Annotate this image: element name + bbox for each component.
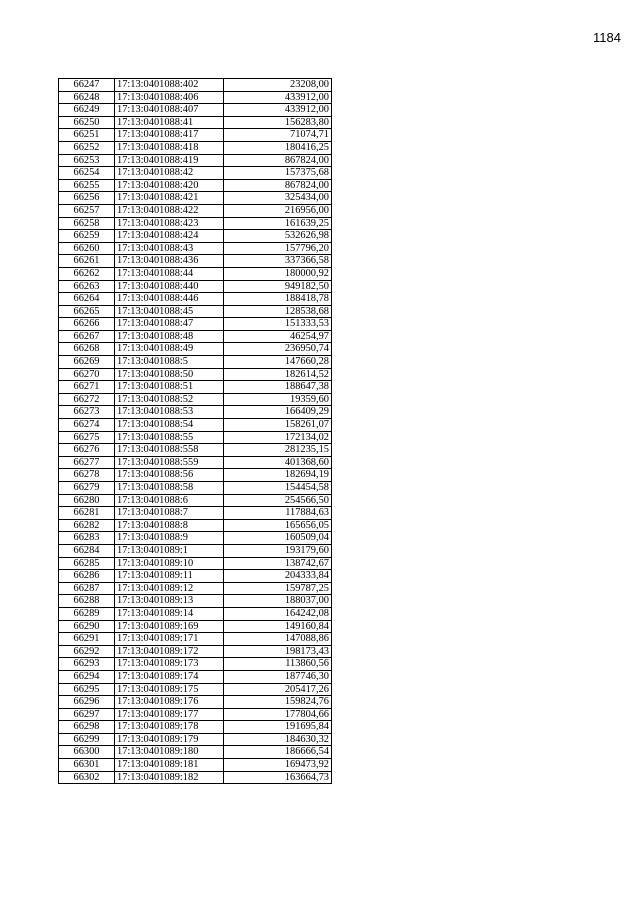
- cadastral-number-cell: 17:13:0401088:50: [115, 368, 224, 381]
- table-row: [59, 368, 332, 381]
- cadastral-number-cell: 17:13:0401089:174: [115, 670, 224, 683]
- row-number-cell: 66286: [59, 570, 115, 583]
- table-row: [59, 255, 332, 268]
- row-number-cell: 66301: [59, 759, 115, 772]
- table-row: [59, 356, 332, 369]
- cadastral-value-cell: 157375,68: [224, 167, 332, 180]
- row-number-cell: 66276: [59, 444, 115, 457]
- row-number-cell: 66259: [59, 230, 115, 243]
- cadastral-number-cell: 17:13:0401088:420: [115, 179, 224, 192]
- cadastral-value-cell: 205417,26: [224, 683, 332, 696]
- cadastral-number-cell: 17:13:0401089:182: [115, 771, 224, 784]
- cadastral-number-cell: 17:13:0401089:13: [115, 595, 224, 608]
- table-row: [59, 444, 332, 457]
- cadastral-value-cell: 186666,54: [224, 746, 332, 759]
- cadastral-number-cell: 17:13:0401088:446: [115, 293, 224, 306]
- row-number-cell: 66248: [59, 91, 115, 104]
- table-row: [59, 267, 332, 280]
- cadastral-value-cell: 188418,78: [224, 293, 332, 306]
- cadastral-value-cell: 149160,84: [224, 620, 332, 633]
- cadastral-number-cell: 17:13:0401088:440: [115, 280, 224, 293]
- row-number-cell: 66299: [59, 733, 115, 746]
- row-number-cell: 66287: [59, 582, 115, 595]
- row-number-cell: 66285: [59, 557, 115, 570]
- row-number-cell: 66270: [59, 368, 115, 381]
- table-row: [59, 343, 332, 356]
- row-number-cell: 66258: [59, 217, 115, 230]
- cadastral-value-cell: 169473,92: [224, 759, 332, 772]
- table-row: [59, 595, 332, 608]
- row-number-cell: 66269: [59, 356, 115, 369]
- cadastral-value-cell: 158261,07: [224, 419, 332, 432]
- row-number-cell: 66298: [59, 721, 115, 734]
- table-row: [59, 79, 332, 92]
- cadastral-number-cell: 17:13:0401088:5: [115, 356, 224, 369]
- row-number-cell: 66291: [59, 633, 115, 646]
- cadastral-value-cell: 236950,74: [224, 343, 332, 356]
- cadastral-number-cell: 17:13:0401088:9: [115, 532, 224, 545]
- table-row: [59, 494, 332, 507]
- cadastral-value-cell: 46254,97: [224, 330, 332, 343]
- cadastral-value-cell: 157796,20: [224, 242, 332, 255]
- cadastral-value-cell: 401368,60: [224, 456, 332, 469]
- cadastral-number-cell: 17:13:0401088:44: [115, 267, 224, 280]
- row-number-cell: 66288: [59, 595, 115, 608]
- table-row: [59, 167, 332, 180]
- cadastral-number-cell: 17:13:0401088:41: [115, 116, 224, 129]
- cadastral-value-cell: 216956,00: [224, 204, 332, 217]
- table-row: [59, 280, 332, 293]
- cadastral-value-cell: 163664,73: [224, 771, 332, 784]
- cadastral-value-cell: 281235,15: [224, 444, 332, 457]
- table-row: [59, 204, 332, 217]
- cadastral-value-cell: 191695,84: [224, 721, 332, 734]
- table-row: [59, 129, 332, 142]
- cadastral-value-cell: 337366,58: [224, 255, 332, 268]
- cadastral-value-cell: 138742,67: [224, 557, 332, 570]
- row-number-cell: 66293: [59, 658, 115, 671]
- table-row: [59, 658, 332, 671]
- cadastral-number-cell: 17:13:0401088:49: [115, 343, 224, 356]
- cadastral-number-cell: 17:13:0401089:177: [115, 708, 224, 721]
- cadastral-number-cell: 17:13:0401088:558: [115, 444, 224, 457]
- cadastral-value-cell: 188037,00: [224, 595, 332, 608]
- cadastral-number-cell: 17:13:0401088:8: [115, 519, 224, 532]
- cadastral-value-cell: 147088,86: [224, 633, 332, 646]
- cadastral-number-cell: 17:13:0401089:175: [115, 683, 224, 696]
- table-row: [59, 746, 332, 759]
- table-row: [59, 456, 332, 469]
- table-row: [59, 482, 332, 495]
- row-number-cell: 66264: [59, 293, 115, 306]
- cadastral-value-cell: 117884,63: [224, 507, 332, 520]
- cadastral-number-cell: 17:13:0401088:419: [115, 154, 224, 167]
- row-number-cell: 66278: [59, 469, 115, 482]
- cadastral-value-cell: 172134,02: [224, 431, 332, 444]
- row-number-cell: 66255: [59, 179, 115, 192]
- row-number-cell: 66247: [59, 79, 115, 92]
- cadastral-number-cell: 17:13:0401088:52: [115, 393, 224, 406]
- cadastral-number-cell: 17:13:0401088:406: [115, 91, 224, 104]
- cadastral-number-cell: 17:13:0401089:176: [115, 696, 224, 709]
- row-number-cell: 66294: [59, 670, 115, 683]
- cadastral-number-cell: 17:13:0401088:421: [115, 192, 224, 205]
- table-row: [59, 507, 332, 520]
- cadastral-value-cell: 433912,00: [224, 91, 332, 104]
- table-row: [59, 154, 332, 167]
- table-row: [59, 419, 332, 432]
- cadastral-value-cell: 160509,04: [224, 532, 332, 545]
- row-number-cell: 66263: [59, 280, 115, 293]
- table-row: [59, 771, 332, 784]
- row-number-cell: 66289: [59, 607, 115, 620]
- cadastral-value-cell: 325434,00: [224, 192, 332, 205]
- cadastral-number-cell: 17:13:0401088:436: [115, 255, 224, 268]
- cadastral-value-cell: 180416,25: [224, 141, 332, 154]
- table-row: [59, 104, 332, 117]
- table-row: [59, 393, 332, 406]
- cadastral-number-cell: 17:13:0401088:43: [115, 242, 224, 255]
- cadastral-value-cell: 532626,98: [224, 230, 332, 243]
- cadastral-number-cell: 17:13:0401089:172: [115, 645, 224, 658]
- table-row: [59, 192, 332, 205]
- cadastral-number-cell: 17:13:0401089:179: [115, 733, 224, 746]
- cadastral-value-cell: 198173,43: [224, 645, 332, 658]
- table-row: [59, 179, 332, 192]
- cadastral-value-cell: 154454,58: [224, 482, 332, 495]
- row-number-cell: 66279: [59, 482, 115, 495]
- cadastral-number-cell: 17:13:0401089:180: [115, 746, 224, 759]
- cadastral-number-cell: 17:13:0401088:45: [115, 305, 224, 318]
- cadastral-number-cell: 17:13:0401088:422: [115, 204, 224, 217]
- table-row: [59, 91, 332, 104]
- cadastral-number-cell: 17:13:0401088:58: [115, 482, 224, 495]
- table-row: [59, 544, 332, 557]
- table-row: [59, 759, 332, 772]
- table-row: [59, 708, 332, 721]
- table-row: [59, 318, 332, 331]
- table-row: [59, 293, 332, 306]
- cadastral-value-cell: 949182,50: [224, 280, 332, 293]
- cadastral-number-cell: 17:13:0401089:178: [115, 721, 224, 734]
- table-row: [59, 330, 332, 343]
- cadastral-number-cell: 17:13:0401089:14: [115, 607, 224, 620]
- cadastral-number-cell: 17:13:0401089:171: [115, 633, 224, 646]
- cadastral-number-cell: 17:13:0401089:169: [115, 620, 224, 633]
- table-row: [59, 242, 332, 255]
- cadastral-value-table: [58, 78, 332, 784]
- cadastral-value-cell: 23208,00: [224, 79, 332, 92]
- cadastral-value-cell: 867824,00: [224, 179, 332, 192]
- table-row: [59, 633, 332, 646]
- row-number-cell: 66256: [59, 192, 115, 205]
- cadastral-value-cell: 156283,80: [224, 116, 332, 129]
- row-number-cell: 66296: [59, 696, 115, 709]
- table-row: [59, 381, 332, 394]
- row-number-cell: 66283: [59, 532, 115, 545]
- row-number-cell: 66284: [59, 544, 115, 557]
- cadastral-number-cell: 17:13:0401089:173: [115, 658, 224, 671]
- row-number-cell: 66266: [59, 318, 115, 331]
- cadastral-number-cell: 17:13:0401088:423: [115, 217, 224, 230]
- table-row: [59, 230, 332, 243]
- cadastral-value-cell: 19359,60: [224, 393, 332, 406]
- cadastral-number-cell: 17:13:0401089:11: [115, 570, 224, 583]
- row-number-cell: 66260: [59, 242, 115, 255]
- cadastral-value-cell: 867824,00: [224, 154, 332, 167]
- cadastral-number-cell: 17:13:0401088:559: [115, 456, 224, 469]
- row-number-cell: 66290: [59, 620, 115, 633]
- row-number-cell: 66262: [59, 267, 115, 280]
- cadastral-value-cell: 161639,25: [224, 217, 332, 230]
- cadastral-number-cell: 17:13:0401088:424: [115, 230, 224, 243]
- row-number-cell: 66253: [59, 154, 115, 167]
- table-row: [59, 582, 332, 595]
- cadastral-number-cell: 17:13:0401088:7: [115, 507, 224, 520]
- table-row: [59, 305, 332, 318]
- row-number-cell: 66295: [59, 683, 115, 696]
- table-row: [59, 532, 332, 545]
- cadastral-value-cell: 166409,29: [224, 406, 332, 419]
- cadastral-value-cell: 164242,08: [224, 607, 332, 620]
- cadastral-value-cell: 433912,00: [224, 104, 332, 117]
- cadastral-number-cell: 17:13:0401088:48: [115, 330, 224, 343]
- cadastral-value-cell: 71074,71: [224, 129, 332, 142]
- table-row: [59, 519, 332, 532]
- row-number-cell: 66257: [59, 204, 115, 217]
- cadastral-number-cell: 17:13:0401088:6: [115, 494, 224, 507]
- row-number-cell: 66272: [59, 393, 115, 406]
- table-row: [59, 721, 332, 734]
- row-number-cell: 66274: [59, 419, 115, 432]
- row-number-cell: 66265: [59, 305, 115, 318]
- table-row: [59, 469, 332, 482]
- row-number-cell: 66281: [59, 507, 115, 520]
- cadastral-value-cell: 187746,30: [224, 670, 332, 683]
- row-number-cell: 66271: [59, 381, 115, 394]
- cadastral-value-cell: 180000,92: [224, 267, 332, 280]
- table-row: [59, 217, 332, 230]
- cadastral-value-cell: 204333,84: [224, 570, 332, 583]
- row-number-cell: 66297: [59, 708, 115, 721]
- row-number-cell: 66261: [59, 255, 115, 268]
- cadastral-number-cell: 17:13:0401089:1: [115, 544, 224, 557]
- row-number-cell: 66252: [59, 141, 115, 154]
- table-row: [59, 607, 332, 620]
- table-row: [59, 696, 332, 709]
- cadastral-number-cell: 17:13:0401088:54: [115, 419, 224, 432]
- row-number-cell: 66267: [59, 330, 115, 343]
- cadastral-value-cell: 182614,52: [224, 368, 332, 381]
- row-number-cell: 66277: [59, 456, 115, 469]
- table-row: [59, 670, 332, 683]
- table-row: [59, 683, 332, 696]
- page-number: 1184: [593, 30, 621, 45]
- table-body: [59, 79, 332, 784]
- cadastral-number-cell: 17:13:0401088:56: [115, 469, 224, 482]
- table-row: [59, 116, 332, 129]
- cadastral-value-cell: 188647,38: [224, 381, 332, 394]
- cadastral-number-cell: 17:13:0401088:47: [115, 318, 224, 331]
- cadastral-number-cell: 17:13:0401089:181: [115, 759, 224, 772]
- cadastral-value-cell: 113860,56: [224, 658, 332, 671]
- row-number-cell: 66300: [59, 746, 115, 759]
- cadastral-number-cell: 17:13:0401088:417: [115, 129, 224, 142]
- cadastral-value-cell: 182694,19: [224, 469, 332, 482]
- cadastral-value-cell: 177804,66: [224, 708, 332, 721]
- table-row: [59, 733, 332, 746]
- cadastral-number-cell: 17:13:0401088:53: [115, 406, 224, 419]
- table-row: [59, 645, 332, 658]
- table-row: [59, 570, 332, 583]
- table-row: [59, 557, 332, 570]
- cadastral-value-cell: 151333,53: [224, 318, 332, 331]
- row-number-cell: 66282: [59, 519, 115, 532]
- cadastral-value-cell: 193179,60: [224, 544, 332, 557]
- table-row: [59, 431, 332, 444]
- cadastral-number-cell: 17:13:0401088:55: [115, 431, 224, 444]
- table-row: [59, 406, 332, 419]
- cadastral-number-cell: 17:13:0401089:12: [115, 582, 224, 595]
- row-number-cell: 66250: [59, 116, 115, 129]
- row-number-cell: 66302: [59, 771, 115, 784]
- cadastral-value-cell: 147660,28: [224, 356, 332, 369]
- row-number-cell: 66251: [59, 129, 115, 142]
- cadastral-number-cell: 17:13:0401088:51: [115, 381, 224, 394]
- cadastral-value-cell: 128538,68: [224, 305, 332, 318]
- row-number-cell: 66268: [59, 343, 115, 356]
- cadastral-number-cell: 17:13:0401088:402: [115, 79, 224, 92]
- row-number-cell: 66254: [59, 167, 115, 180]
- cadastral-number-cell: 17:13:0401088:42: [115, 167, 224, 180]
- cadastral-value-cell: 159787,25: [224, 582, 332, 595]
- cadastral-number-cell: 17:13:0401089:10: [115, 557, 224, 570]
- table-row: [59, 620, 332, 633]
- cadastral-number-cell: 17:13:0401088:407: [115, 104, 224, 117]
- row-number-cell: 66249: [59, 104, 115, 117]
- row-number-cell: 66280: [59, 494, 115, 507]
- table-row: [59, 141, 332, 154]
- cadastral-value-cell: 165656,05: [224, 519, 332, 532]
- row-number-cell: 66292: [59, 645, 115, 658]
- row-number-cell: 66273: [59, 406, 115, 419]
- row-number-cell: 66275: [59, 431, 115, 444]
- cadastral-value-cell: 159824,76: [224, 696, 332, 709]
- cadastral-value-cell: 184630,32: [224, 733, 332, 746]
- cadastral-value-cell: 254566,50: [224, 494, 332, 507]
- cadastral-number-cell: 17:13:0401088:418: [115, 141, 224, 154]
